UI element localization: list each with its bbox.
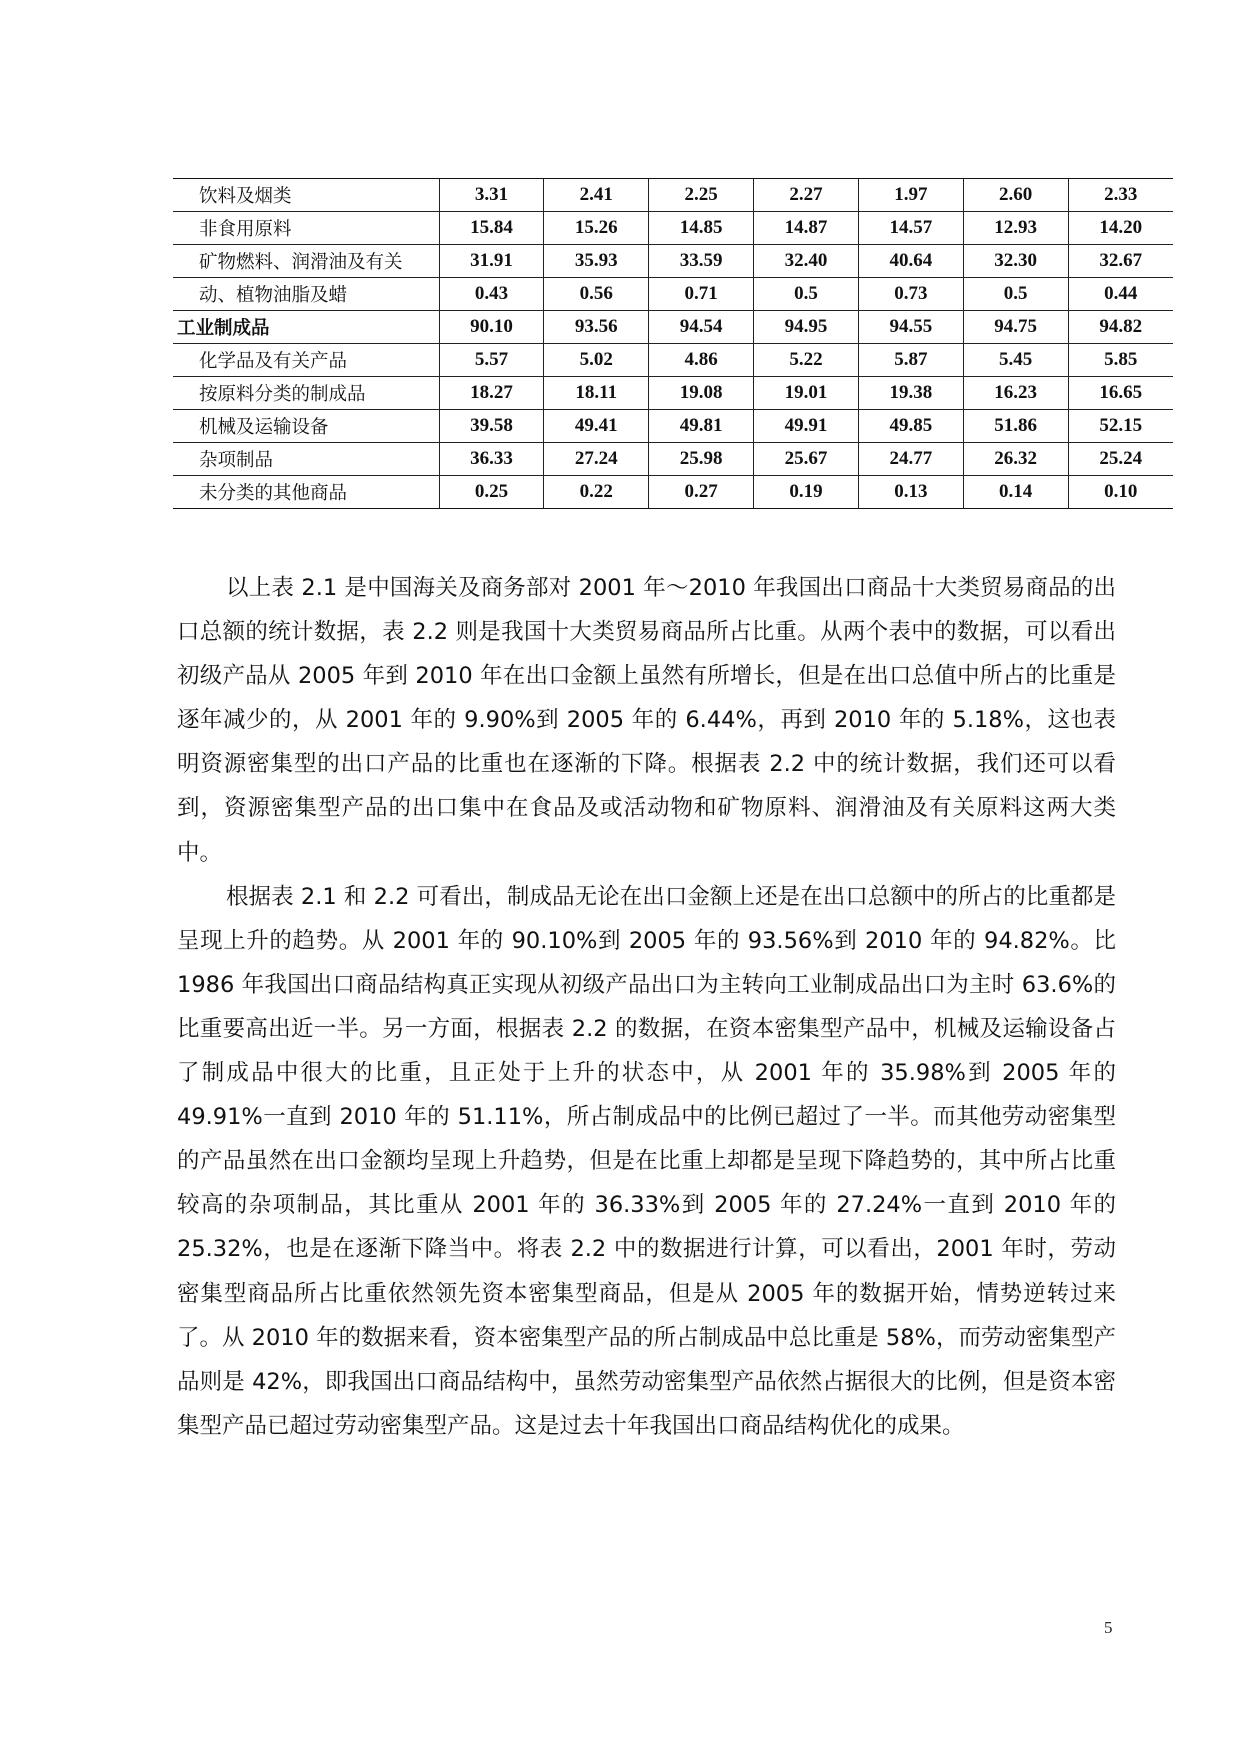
table-row (173, 278, 1173, 311)
table-cell: 5.45 (963, 344, 1068, 377)
row-label: 按原料分类的制成品 (173, 377, 439, 410)
table-cell: 14.57 (858, 212, 963, 245)
table-cell: 49.91 (754, 410, 859, 443)
table-cell: 14.87 (754, 212, 859, 245)
row-label: 动、植物油脂及蜡 (173, 278, 439, 311)
table-row (173, 377, 1173, 410)
table-cell: 94.55 (858, 311, 963, 344)
table-cell: 31.91 (439, 245, 544, 278)
row-label: 杂项制品 (173, 443, 439, 476)
table-cell: 2.27 (754, 179, 859, 212)
table-cell: 51.86 (963, 410, 1068, 443)
table-cell: 94.82 (1068, 311, 1173, 344)
table-cell: 2.25 (649, 179, 754, 212)
table-cell: 0.10 (1068, 476, 1173, 509)
table-row (173, 443, 1173, 476)
table-cell: 14.20 (1068, 212, 1173, 245)
table-cell: 14.85 (649, 212, 754, 245)
table-cell: 33.59 (649, 245, 754, 278)
table-row-category (173, 311, 1173, 344)
table-cell: 16.65 (1068, 377, 1173, 410)
table-cell: 90.10 (439, 311, 544, 344)
table-cell: 5.85 (1068, 344, 1173, 377)
table-cell: 49.41 (544, 410, 649, 443)
table-cell: 26.32 (963, 443, 1068, 476)
row-label: 未分类的其他商品 (173, 476, 439, 509)
table-cell: 15.84 (439, 212, 544, 245)
table-cell: 15.26 (544, 212, 649, 245)
table-cell: 0.14 (963, 476, 1068, 509)
table-cell: 2.60 (963, 179, 1068, 212)
table-cell: 36.33 (439, 443, 544, 476)
table-cell: 0.5 (754, 278, 859, 311)
page-number: 5 (1104, 1618, 1113, 1637)
row-label: 工业制成品 (173, 311, 439, 344)
table-cell: 25.98 (649, 443, 754, 476)
table-cell: 19.01 (754, 377, 859, 410)
table-cell: 27.24 (544, 443, 649, 476)
table-row (173, 410, 1173, 443)
table-cell: 16.23 (963, 377, 1068, 410)
table-cell: 18.11 (544, 377, 649, 410)
table-cell: 94.54 (649, 311, 754, 344)
table-cell: 32.40 (754, 245, 859, 278)
table-cell: 12.93 (963, 212, 1068, 245)
table-cell: 5.87 (858, 344, 963, 377)
table-cell: 0.19 (754, 476, 859, 509)
table-cell: 5.22 (754, 344, 859, 377)
table-cell: 19.38 (858, 377, 963, 410)
table-cell: 49.85 (858, 410, 963, 443)
table-cell: 0.27 (649, 476, 754, 509)
table-cell: 0.56 (544, 278, 649, 311)
paragraph: 根据表 2.1 和 2.2 可看出，制成品无论在出口金额上还是在出口总额中的所占的比重都是呈现上升的趋势。从 2001 年的 90.10%到 2005 年的 93.56%到 2010 年的 94.82%。比 1986 年我国出口商品结构真正实现从初级产品出口为主转向工业制成品出口为主时 63.6%的比重要高出近一半。另一方面，根据表 2.2 的数据，在资本密集型产品中，机械及运输设备占了制成品中很大的比重，且正处于上升的状态中，从 2001 年的 35.98%到 2005 年的 49.91%一直到 2010 年的 51.11%，所占制成品中的比例已超过了一半。而其他劳动密集型的产品虽然在出口金额均呈现上升趋势，但是在比重上却都是呈现下降趋势的，其中所占比重较高的杂项制品，其比重从 2001 年的 36.33%到 2005 年的 27.24%一直到 2010 年的 25.32%，也是在逐渐下降当中。将表 2.2 中的数据进行计算，可以看出，2001 年时，劳动密集型商品所占比重依然领先资本密集型商品，但是从 2005 年的数据开始，情势逆转过来了。从 2010 年的数据来看，资本密集型产品的所占制成品中总比重是 58%，而劳动密集型产品则是 42%，即我国出口商品结构中，虽然劳动密集型产品依然占据很大的比例，但是资本密集型产品已超过劳动密集型产品。这是过去十年我国出口商品结构优化的成果。 (177, 883, 1116, 1439)
table-cell: 93.56 (544, 311, 649, 344)
table-cell: 19.08 (649, 377, 754, 410)
table-cell: 0.25 (439, 476, 544, 509)
table-row (173, 344, 1173, 377)
row-label: 化学品及有关产品 (173, 344, 439, 377)
row-label: 饮料及烟类 (173, 179, 439, 212)
table-cell: 25.67 (754, 443, 859, 476)
table-cell: 94.75 (963, 311, 1068, 344)
table-cell: 0.22 (544, 476, 649, 509)
table-cell: 0.44 (1068, 278, 1173, 311)
table-cell: 24.77 (858, 443, 963, 476)
export-structure-table (173, 178, 1173, 509)
table-cell: 3.31 (439, 179, 544, 212)
body-text (177, 566, 1116, 1448)
table-cell: 52.15 (1068, 410, 1173, 443)
table-cell: 32.67 (1068, 245, 1173, 278)
table-row (173, 212, 1173, 245)
table-cell: 5.02 (544, 344, 649, 377)
table-cell: 0.71 (649, 278, 754, 311)
table-cell: 0.5 (963, 278, 1068, 311)
table-row (173, 245, 1173, 278)
row-label: 非食用原料 (173, 212, 439, 245)
table-cell: 4.86 (649, 344, 754, 377)
table-cell: 2.33 (1068, 179, 1173, 212)
table-cell: 0.43 (439, 278, 544, 311)
table-body (173, 179, 1173, 509)
table-cell: 5.57 (439, 344, 544, 377)
table-cell: 39.58 (439, 410, 544, 443)
table-cell: 94.95 (754, 311, 859, 344)
row-label: 矿物燃料、润滑油及有关 (173, 245, 439, 278)
table-cell: 0.13 (858, 476, 963, 509)
table-cell: 1.97 (858, 179, 963, 212)
table-cell: 35.93 (544, 245, 649, 278)
table-row (173, 476, 1173, 509)
row-label: 机械及运输设备 (173, 410, 439, 443)
table-row (173, 179, 1173, 212)
table-cell: 2.41 (544, 179, 649, 212)
table-cell: 32.30 (963, 245, 1068, 278)
table-cell: 40.64 (858, 245, 963, 278)
table-cell: 18.27 (439, 377, 544, 410)
table-cell: 0.73 (858, 278, 963, 311)
table-cell: 49.81 (649, 410, 754, 443)
table-cell: 25.24 (1068, 443, 1173, 476)
paragraph: 以上表 2.1 是中国海关及商务部对 2001 年～2010 年我国出口商品十大类贸易商品的出口总额的统计数据，表 2.2 则是我国十大类贸易商品所占比重。从两个表中的数据，可以看出初级产品从 2005 年到 2010 年在出口金额上虽然有所增长，但是在出口总值中所占的比重是逐年减少的，从 2001 年的 9.90%到 2005 年的 6.44%，再到 2010 年的 5.18%，这也表明资源密集型的出口产品的比重也在逐渐的下降。根据表 2.2 中的统计数据，我们还可以看到，资源密集型产品的出口集中在食品及或活动物和矿物原料、润滑油及有关原料这两大类中。 (177, 575, 1116, 866)
